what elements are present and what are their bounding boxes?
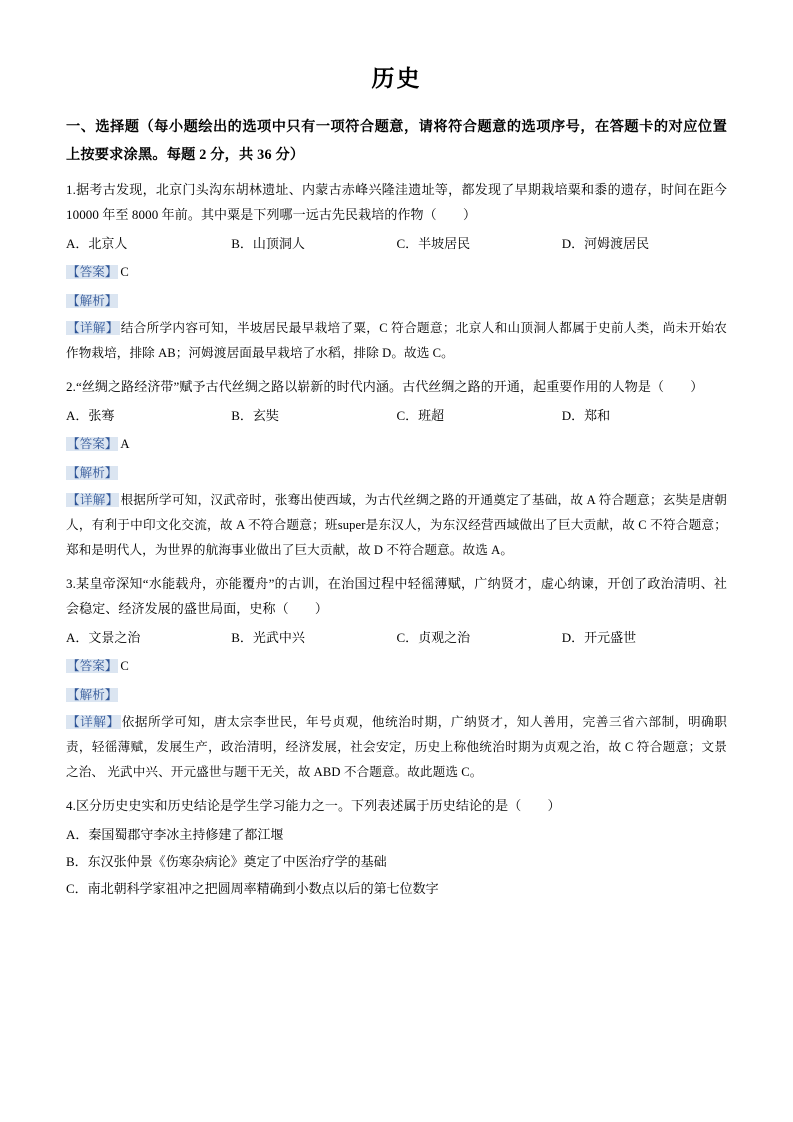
detail-tag: 【详解】 bbox=[67, 715, 120, 729]
option-d[interactable]: D．开元盛世 bbox=[561, 630, 637, 645]
option-d[interactable]: D．河姆渡居民 bbox=[561, 236, 650, 251]
detail-line bbox=[66, 316, 727, 366]
answer-value: C bbox=[120, 265, 129, 279]
option-list bbox=[66, 231, 727, 256]
answer-value: C bbox=[120, 659, 129, 673]
option-list bbox=[66, 403, 727, 428]
option-b[interactable]: B．东汉张仲景《伤寒杂病论》奠定了中医治疗学的基础 bbox=[66, 854, 387, 869]
question-stem: 2.“丝绸之路经济带”赋予古代丝绸之路以崭新的时代内涵。古代丝绸之路的开通，起重要作用的人物是（ ） bbox=[66, 379, 704, 394]
answer-line bbox=[66, 260, 727, 285]
question-block bbox=[66, 793, 727, 901]
answer-line bbox=[66, 432, 727, 457]
option-a[interactable]: A．文景之治 bbox=[66, 630, 141, 645]
option-b[interactable]: B．玄奘 bbox=[231, 408, 279, 423]
detail-text: 依据所学可知，唐太宗李世民，年号贞观，他统治时期，广纳贤才，知人善用，完善三省六部制，明确职责，轻徭薄赋，发展生产，政治清明，经济发展，社会安定，历史上称他统治时期为贞观之治，故 C 符合题意；文景之治、 光武中兴、开元盛世与题干无关，故 ABD 不合题意。故此题选 C。 bbox=[66, 715, 727, 779]
detail-tag: 【详解】 bbox=[67, 493, 119, 507]
option-c[interactable]: C．班超 bbox=[396, 408, 445, 423]
page-title: 历史 bbox=[371, 66, 422, 91]
question-block bbox=[66, 571, 727, 785]
option-list bbox=[66, 625, 727, 650]
detail-line bbox=[66, 488, 727, 563]
option-d[interactable]: D．郑和 bbox=[561, 408, 611, 423]
analysis-line bbox=[66, 683, 727, 708]
detail-line bbox=[66, 710, 727, 785]
answer-line bbox=[66, 654, 727, 679]
answer-value: A bbox=[120, 437, 130, 451]
question-block bbox=[66, 177, 727, 366]
option-c[interactable]: C．贞观之治 bbox=[396, 630, 471, 645]
option-c[interactable]: C．半坡居民 bbox=[396, 236, 471, 251]
analysis-line bbox=[66, 461, 727, 486]
option-b[interactable]: B．山顶洞人 bbox=[231, 236, 305, 251]
analysis-line bbox=[66, 289, 727, 314]
question-stem: 1.据考古发现，北京门头沟东胡林遗址、内蒙古赤峰兴隆洼遗址等，都发现了早期栽培粟和黍的遗存，时间在距今 10000 年至 8000 年前。其中粟是下列哪一远古先民栽培的作物（ ） bbox=[66, 182, 727, 222]
answer-tag: 【答案】 bbox=[67, 437, 118, 451]
option-a[interactable]: A．秦国蜀郡守李冰主持修建了都江堰 bbox=[66, 827, 284, 842]
answer-tag: 【答案】 bbox=[67, 659, 118, 673]
detail-tag: 【详解】 bbox=[67, 321, 119, 335]
analysis-tag: 【解析】 bbox=[67, 294, 118, 308]
option-b[interactable]: B．光武中兴 bbox=[231, 630, 305, 645]
analysis-tag: 【解析】 bbox=[67, 688, 118, 702]
answer-tag: 【答案】 bbox=[67, 265, 118, 279]
detail-text: 根据所学可知，汉武帝时，张骞出使西域，为古代丝绸之路的开通奠定了基础，故 A 符合题意；玄奘是唐朝人，有利于中印文化交流，故 A 不符合题意；班super是东汉人，为东汉经营西域做出了巨大贡献，故 C 不符合题意；郑和是明代人，为世界的航海事业做出了巨大贡献，故 D 不符合题意。故选 A。 bbox=[66, 493, 727, 557]
question-block bbox=[66, 374, 727, 563]
option-list bbox=[66, 822, 727, 901]
analysis-tag: 【解析】 bbox=[67, 466, 118, 480]
option-a[interactable]: A．张骞 bbox=[66, 408, 115, 423]
option-c[interactable]: C．南北朝科学家祖冲之把圆周率精确到小数点以后的第七位数字 bbox=[66, 881, 439, 896]
question-stem: 4.区分历史史实和历史结论是学生学习能力之一。下列表述属于历史结论的是（ ） bbox=[66, 798, 561, 813]
option-a[interactable]: A．北京人 bbox=[66, 236, 128, 251]
section-heading: 一、选择题（每小题绘出的选项中只有一项符合题意，请将符合题意的选项序号，在答题卡的对应位置上按要求涂黑。每题 2 分，共 36 分） bbox=[66, 119, 727, 163]
question-stem: 3.某皇帝深知“水能载舟，亦能覆舟”的古训，在治国过程中轻徭薄赋，广纳贤才，虚心纳谏，开创了政治清明、社会稳定、经济发展的盛世局面，史称（ ） bbox=[66, 576, 727, 616]
detail-text: 结合所学内容可知，半坡居民最早栽培了粟，C 符合题意；北京人和山顶洞人都属于史前人类，尚未开始农作物栽培，排除 AB；河姆渡居面最早栽培了水稻，排除 D。故选 C。 bbox=[66, 321, 727, 360]
